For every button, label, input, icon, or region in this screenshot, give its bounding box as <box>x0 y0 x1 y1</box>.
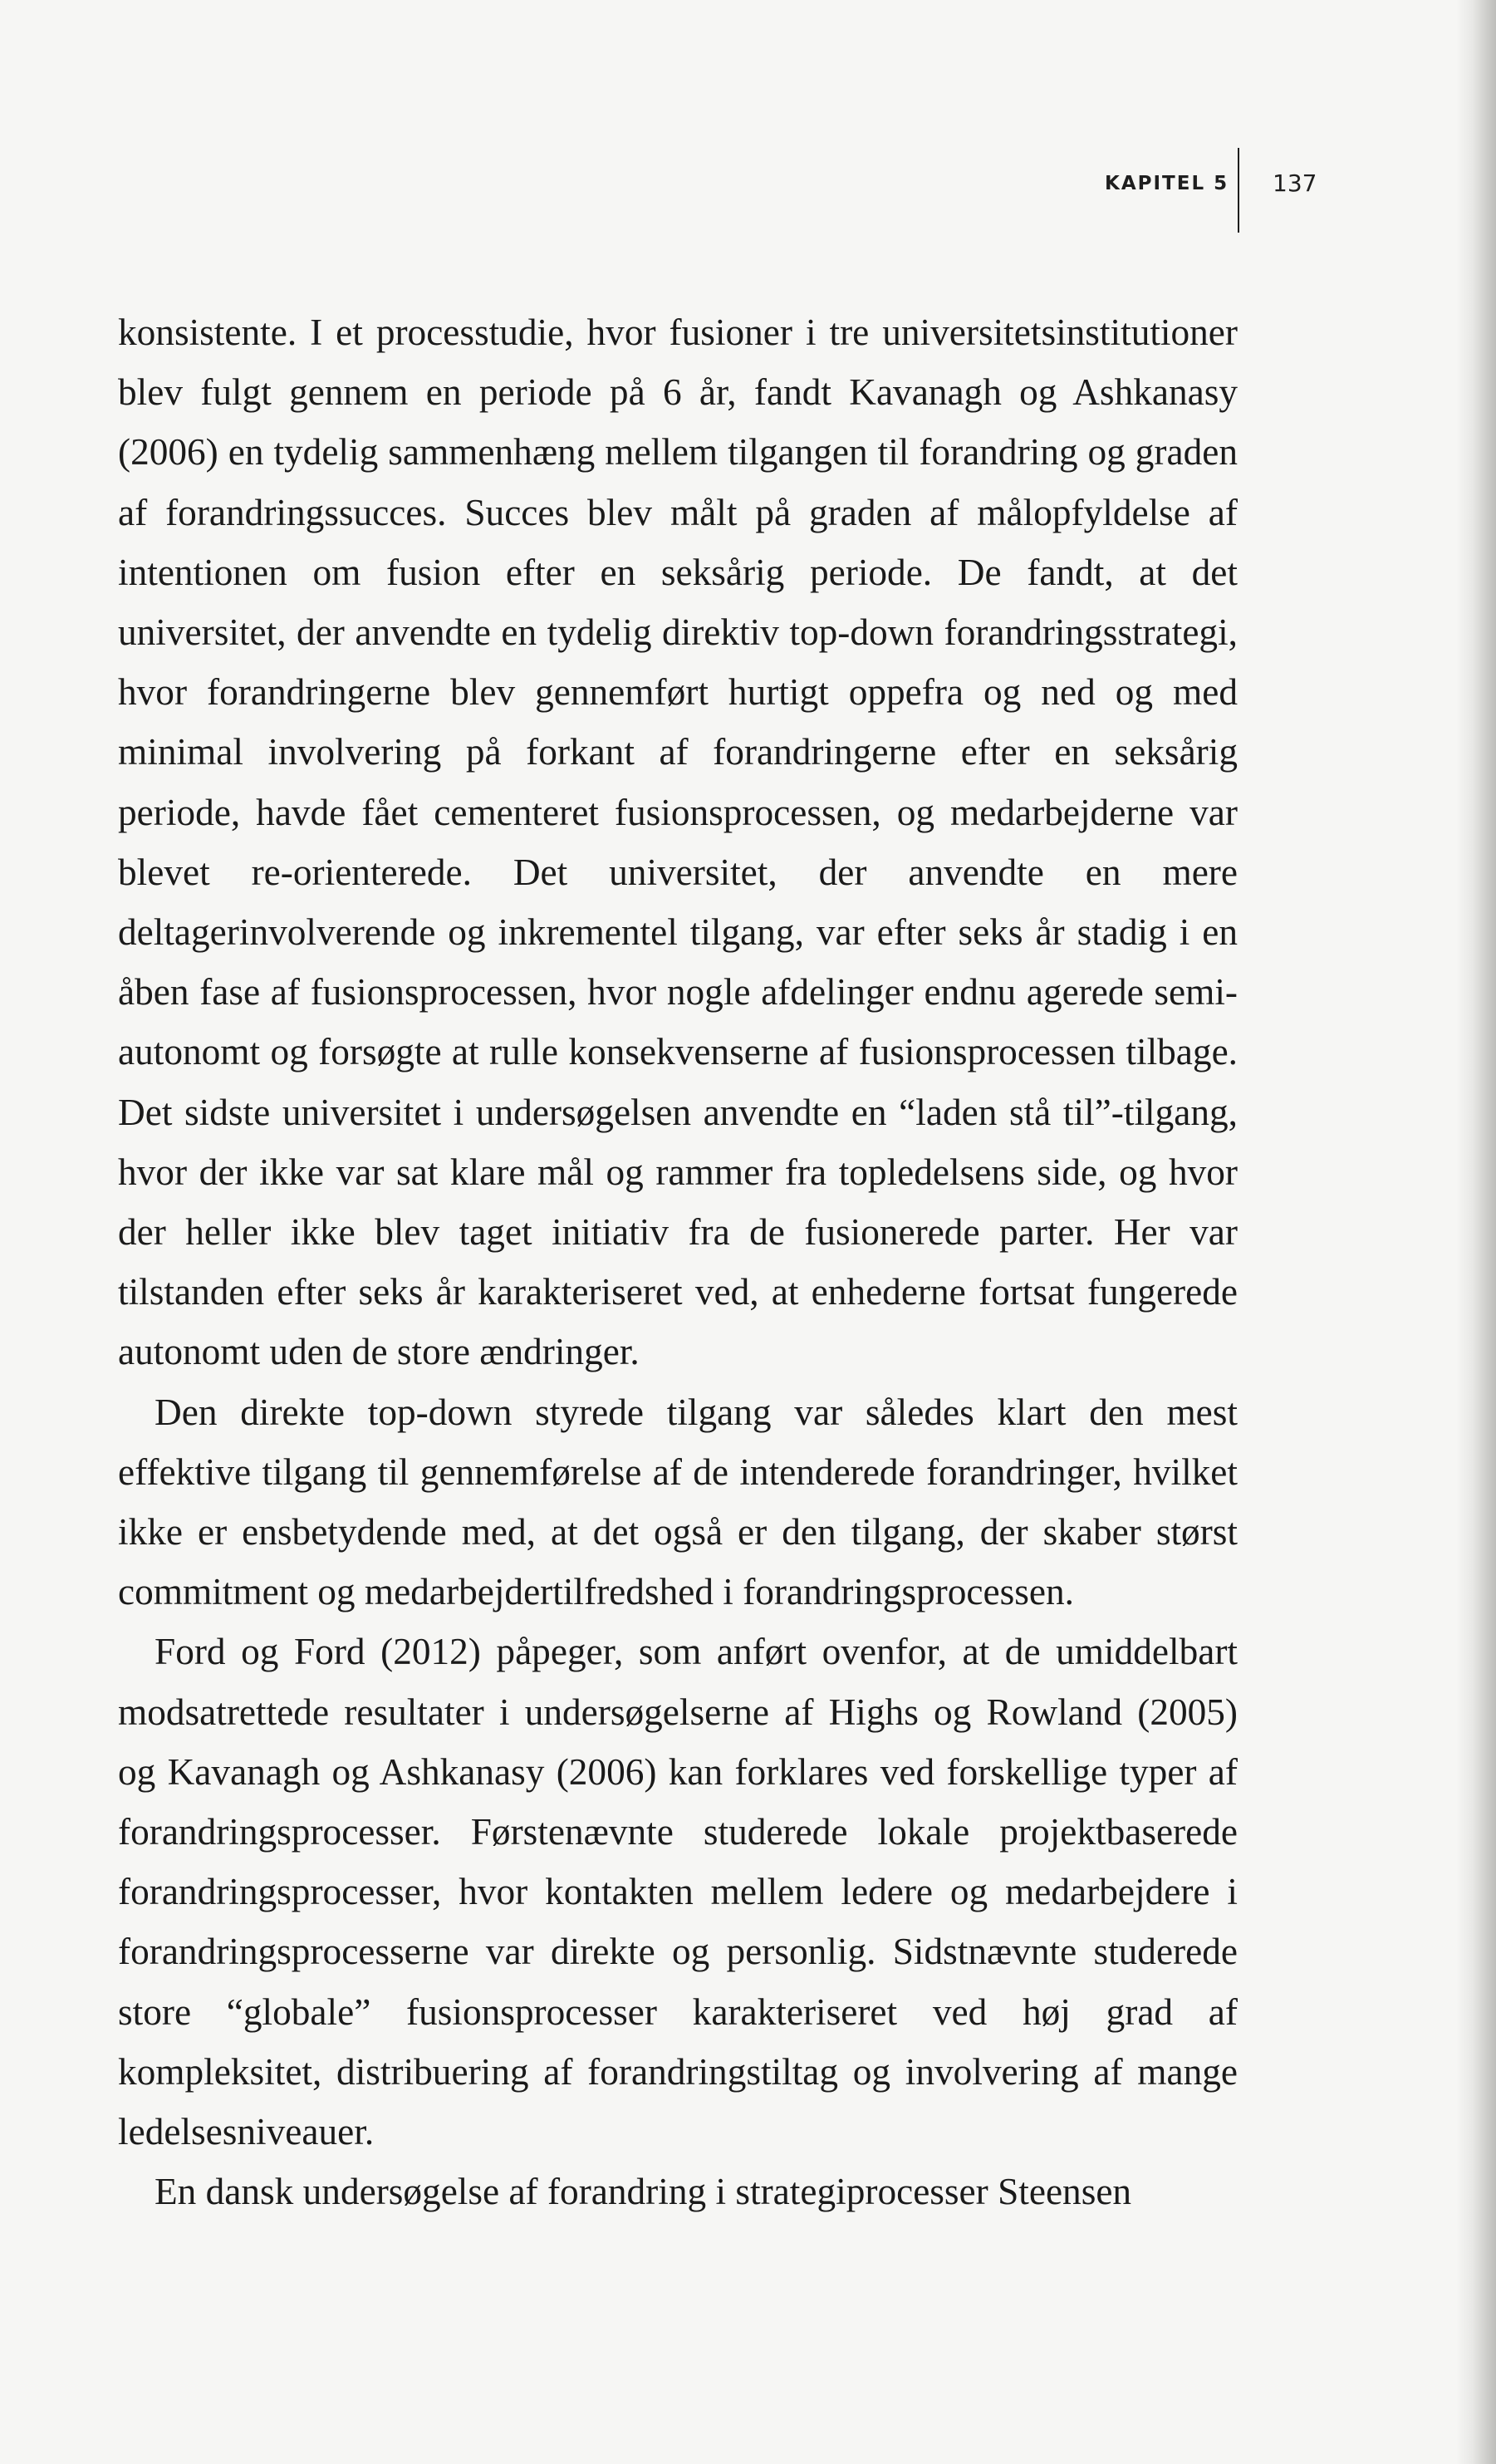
paragraph: En dansk undersøgelse af forandring i strategiprocesser Steensen <box>155 2171 1132 2213</box>
paragraph: Den direkte top-down styrede tilgang var således klart den mest effektive tilgang til gennemførelse af de intenderede forandringer, hvilket ikke er ensbetydende med, at det også er den tilgang, der skaber størst commitment og medarbejdertilfredshed i forandringsprocessen. <box>118 1391 1238 1613</box>
paragraph: Ford og Ford (2012) påpeger, som anført ovenfor, at de umiddelbart modsatrettede resultater i undersøgelserne af Highs og Rowland (2005) og Kavanagh og Ashkanasy (2006) kan forklares ved forskellige typer af forandringsprocesser. Førstenævnte studerede lokale projektbaserede forandringsprocesser, hvor kontakten mellem ledere og medarbejdere i forandringsprocesserne var direkte og personlig. Sidstnævnte studerede store “globale” fusionsprocesser karakteriseret ved høj grad af kompleksitet, distribuering af forandringstiltag og involvering af mange ledelsesniveauer. <box>118 1631 1238 2153</box>
page-number: 137 <box>1273 169 1317 197</box>
body-text <box>118 302 1238 2222</box>
paragraph: konsistente. I et processtudie, hvor fusioner i tre universitetsinstitutioner blev fulgt gennem en periode på 6 år, fandt Kavanagh og Ashkanasy (2006) en tydelig sammenhæng mellem tilgangen til forandring og graden af forandringssucces. Succes blev målt på graden af målopfyldelse af intentionen om fusion efter en seksårig periode. De fandt, at det universitet, der anvendte en tydelig direktiv top-down forandringsstrategi, hvor forandringerne blev gennemført hurtigt oppefra og ned og med minimal involvering på forkant af forandringerne efter en seksårig periode, havde fået cementeret fusionsprocessen, og medarbejderne var blevet re-orienterede. Det universitet, der anvendte en mere deltagerinvolverende og inkrementel tilgang, var efter seks år stadig i en åben fase af fusionsprocessen, hvor nogle afdelinger endnu agerede semi-autonomt og forsøgte at rulle konsekvenserne af fusionsprocessen tilbage. Det sidste universitet i undersøgelsen anvendte en “laden stå til”-tilgang, hvor der ikke var sat klare mål og rammer fra topledelsens side, og hvor der heller ikke blev taget initiativ fra de fusionerede parter. Her var tilstanden efter seks år karakteriseret ved, at enhederne fortsat fungerede autonomt uden de store ændringer. <box>118 312 1238 1373</box>
header-divider <box>1238 148 1239 233</box>
running-header <box>1096 163 1329 209</box>
chapter-label: KAPITEL 5 <box>1105 173 1229 194</box>
page-edge-shadow <box>1456 0 1496 2464</box>
